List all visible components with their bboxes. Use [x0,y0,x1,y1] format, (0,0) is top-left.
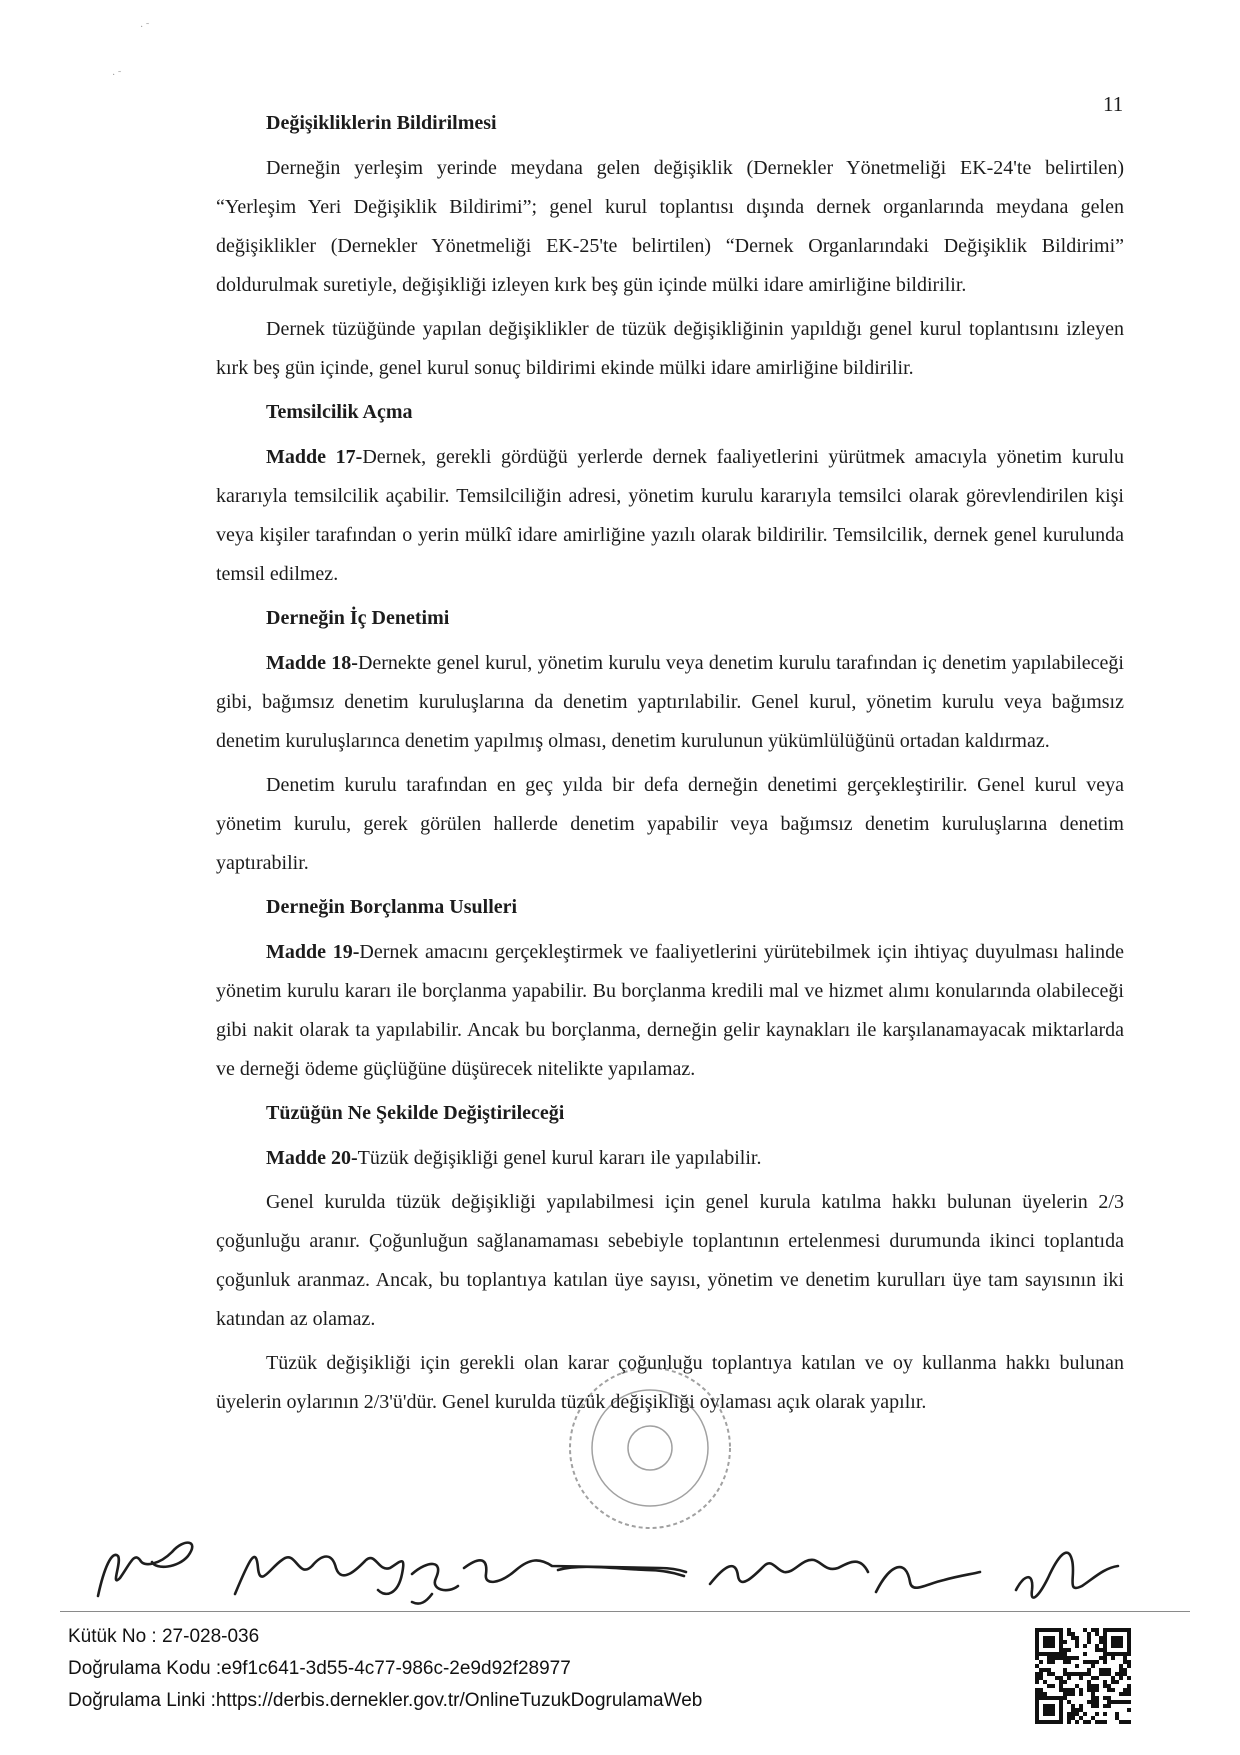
paragraph [216,310,1124,388]
paragraph [216,644,1124,761]
section-heading: Temsilcilik Açma [266,401,413,423]
signature-5 [710,1560,980,1592]
signature-6 [1016,1553,1118,1598]
article-number: Madde 19- [266,941,360,963]
scan-speck: · ˜ [112,70,122,81]
section-heading: Derneğin İç Denetimi [266,607,450,629]
document-body [216,104,1124,1427]
paragraph-text: Dernek tüzüğünde yapılan değişiklikler de tüzük değişikliğinin yapıldığı genel kurul toplantısını izleyen kırk beş gün içinde, genel kurul sonuç bildirimi ekinde mülki idare amirliğine bildirilir. [216,318,1124,379]
footer-divider [60,1611,1190,1612]
paragraph-text: Genel kurulda tüzük değişikliği yapılabilmesi için genel kurula katılma hakkı bulunan üyelerin 2/3 çoğunluğu aranır. Çoğunluğun sağlanamaması sebebiyle toplantının ertelenmesi durumunda ikinci toplantıda çoğunluk aranmaz. Ancak, bu toplantıya katılan üye sayısı, yönetim ve denetim kurulları üye tam sayısının iki katından az olamaz. [216,1191,1124,1330]
paragraph-text: Dernekte genel kurul, yönetim kurulu veya denetim kurulu tarafından iç denetim yapılabileceği gibi, bağımsız denetim kuruluşlarına da denetim yaptırılabilir. Genel kurul, yönetim kurulu veya bağımsız denetim kuruluşlarınca denetim yapılmış olması, denetim kurulunun yükümlülüğünü ortadan kaldırmaz. [216,652,1124,752]
signature-1 [98,1543,192,1596]
signature-3 [412,1560,686,1603]
paragraph-text: Dernek amacını gerçekleştirmek ve faaliyetlerini yürütebilmek için ihtiyaç duyulması halinde yönetim kurulu kararı ile borçlanma yapabilir. Bu borçlanma kredili mal ve hizmet alımı konularında olabileceği gibi nakit olarak ta yapılabilir. Ancak bu borçlanma, derneğin gelir kaynakları ile karşılanamayacak miktarlarda ve derneği ödeme güçlüğüne düşürecek nitelikte yapılamaz. [216,941,1125,1080]
paragraph-text: Dernek, gerekli gördüğü yerlerde dernek faaliyetlerini yürütmek amacıyla yönetim kurulu kararıyla temsilcilik açabilir. Temsilciliğin adresi, yönetim kurulu kararıyla temsilci olarak görevlendirilen kişi veya kişiler tarafından o yerin mülkî idare amirliğine yazılı olarak bildirilir. Temsilcilik, dernek genel kurulunda temsil edilmez. [216,446,1124,585]
qr-code-icon[interactable] [1035,1628,1131,1724]
paragraph-text: Tüzük değişikliği genel kurul kararı ile yapılabilir. [357,1147,762,1169]
signature-2 [235,1557,403,1595]
paragraph [216,149,1124,305]
page-number: 11 [1103,92,1124,116]
paragraph-text: Derneğin yerleşim yerinde meydana gelen değişiklik (Dernekler Yönetmeliği EK-24'te belirtilen) “Yerleşim Yeri Değişiklik Bildirimi”; genel kurul toplantısı dışında dernek organlarında meydana gelen değişiklikler (Dernekler Yönetmeliği EK-25'te belirtilen) “Dernek Organlarındaki Değişiklik Bildirimi” doldurulmak suretiyle, değişikliği izleyen kırk beş gün içinde mülki idare amirliğine bildirilir. [216,157,1124,296]
paragraph [216,933,1124,1089]
signatures [60,1498,1180,1610]
verification-footer [68,1621,702,1717]
paragraph [216,438,1124,594]
verification-link[interactable]: Doğrulama Linki :https://derbis.dernekler.gov.tr/OnlineTuzukDogrulamaWeb [68,1690,703,1711]
scan-speck: · ˜ [140,22,150,33]
paragraph-text: Denetim kurulu tarafından en geç yılda bir defa derneğin denetimi gerçekleştirilir. Genel kurul veya yönetim kurulu, gerek görülen hallerde denetim yapabilir veya bağımsız denetim kuruluşlarına denetim yaptırabilir. [216,774,1124,874]
section-heading: Tüzüğün Ne Şekilde Değiştirileceği [266,1102,565,1124]
article-number: Madde 20- [266,1147,358,1169]
section-heading: Derneğin Borçlanma Usulleri [266,896,518,918]
verification-code: Doğrulama Kodu :e9f1c641-3d55-4c77-986c-2e9d92f28977 [68,1658,571,1679]
registry-number: Kütük No : 27-028-036 [68,1626,260,1647]
article-number: Madde 17- [266,446,363,468]
paragraph [216,1183,1124,1339]
paragraph-text: Tüzük değişikliği için gerekli olan karar çoğunluğu toplantıya katılan ve oy kullanma hakkı bulunan üyelerin oylarının 2/3'ü'dür. Genel kurulda tüzük değişikliği oylaması açık olarak yapılır. [216,1352,1124,1413]
section-heading: Değişikliklerin Bildirilmesi [266,112,497,134]
paragraph [216,766,1124,883]
paragraph [216,1139,1124,1178]
article-number: Madde 18- [266,652,358,674]
